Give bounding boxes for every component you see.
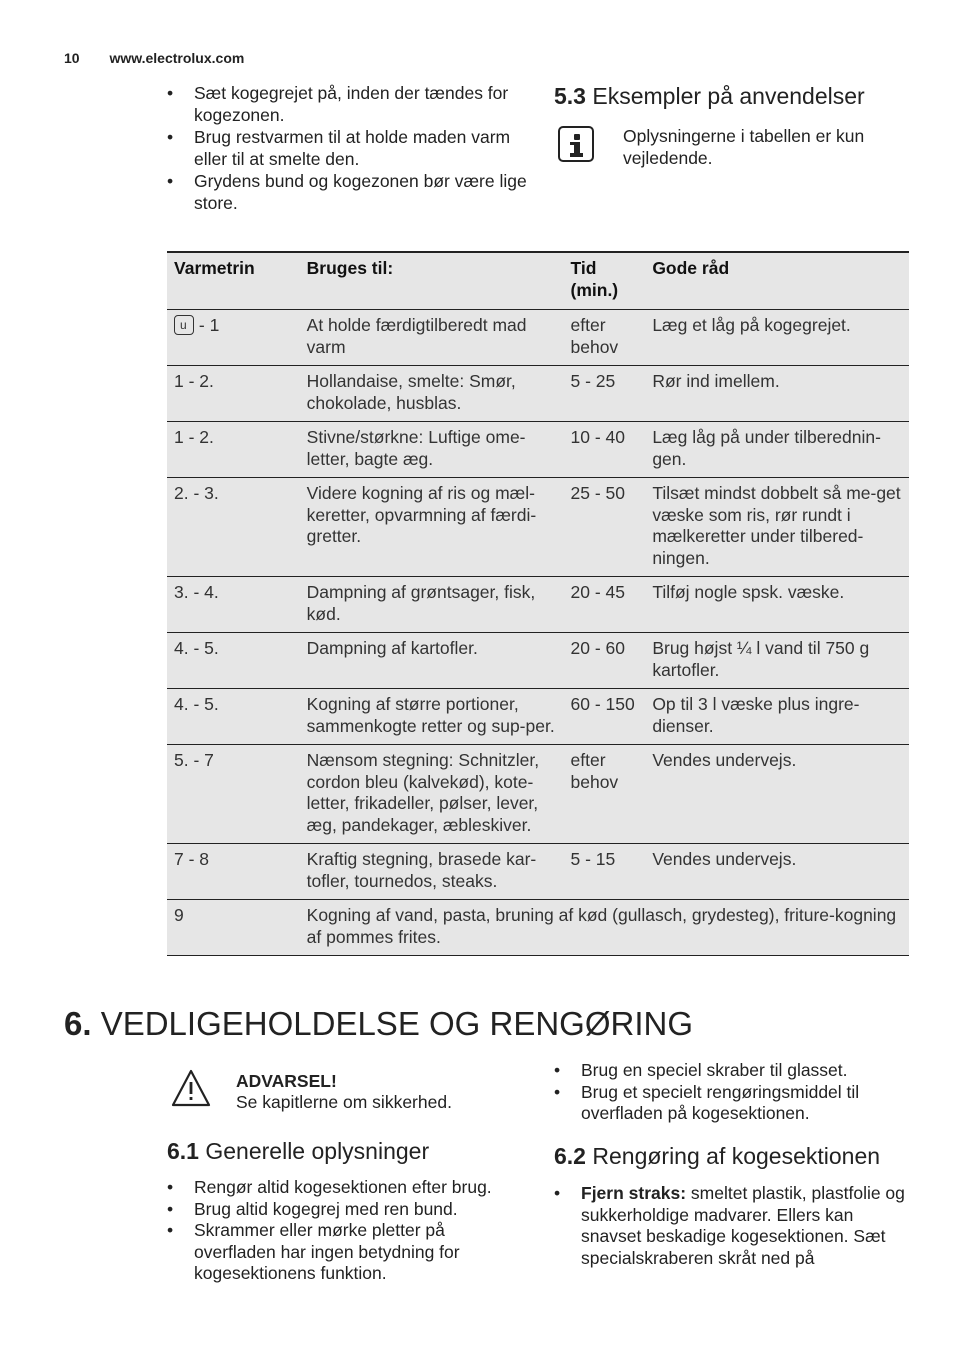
time-cell: 10 - 40 xyxy=(570,427,625,447)
section-6-1-heading xyxy=(167,1137,429,1165)
heat-settings-table xyxy=(167,251,909,956)
time-cell: 25 - 50 xyxy=(570,483,625,503)
heat-level-cell: 9 xyxy=(174,905,184,925)
time-cell: efter behov xyxy=(570,315,619,357)
table-row xyxy=(167,633,909,689)
general-info-list xyxy=(167,1177,527,1285)
heat-level-cell: 1 - 2. xyxy=(174,371,214,391)
use-cell: At holde færdigtilberedt mad varm xyxy=(306,315,527,357)
heat-level-cell: 2. - 3. xyxy=(174,483,219,503)
section-6-2-heading xyxy=(554,1142,880,1170)
table-row xyxy=(167,689,909,745)
time-cell: 5 - 25 xyxy=(570,371,616,391)
bullet-text: smeltet plastik, plastfolie og sukkerholdige madvarer. Ellers kan snavset beskadige kogesektionen. Sæt specialskraberen skråt ned på xyxy=(581,1183,905,1268)
use-cell: Kraftig stegning, brasede kar-tofler, tournedos, steaks. xyxy=(306,849,537,891)
warning-icon xyxy=(170,1068,212,1108)
section-title: Eksempler på anvendelser xyxy=(592,83,865,109)
list-item: • Rengør altid kogesektionen efter brug. xyxy=(167,1177,527,1199)
table-row xyxy=(167,844,909,900)
list-item: • Grydens bund og kogezonen bør være lige store. xyxy=(167,171,532,214)
use-cell: Kogning af større portioner, sammenkogte retter og sup-per. xyxy=(306,694,555,736)
info-note: Oplysningerne i tabellen er kun vejledende. xyxy=(623,126,865,168)
warning-title: ADVARSEL! xyxy=(236,1071,337,1091)
section-title: Generelle oplysninger xyxy=(205,1138,430,1164)
section-number: 5.3 xyxy=(554,83,586,109)
page-header xyxy=(64,50,244,66)
time-cell: 20 - 45 xyxy=(570,582,625,602)
column-header: Gode råd xyxy=(652,258,730,278)
use-cell: Videre kogning af ris og mæl-keretter, opvarmning af færdi-gretter. xyxy=(306,483,537,546)
tip-cell: Op til 3 l væske plus ingre-dienser. xyxy=(652,694,860,736)
table-row xyxy=(167,310,909,366)
use-cell: Dampning af kartofler. xyxy=(306,638,478,658)
list-item: • Sæt kogegrejet på, inden der tændes for kogezonen. xyxy=(167,83,532,126)
list-item: • Brug altid kogegrej med ren bund. xyxy=(167,1199,527,1221)
tip-cell: Tilføj nogle spsk. væske. xyxy=(652,582,845,602)
website-link[interactable]: www.electrolux.com xyxy=(109,50,245,66)
table-row xyxy=(167,900,909,956)
info-icon xyxy=(558,126,594,162)
use-cell: Nænsom stegning: Schnitzler, cordon bleu (kalvekød), kote-letter, frikadeller, pølser, lever, æg, pandekager, æbleskiver. xyxy=(306,750,540,835)
heat-level-cell: 5. - 7 xyxy=(174,750,214,770)
use-cell: Stivne/størkne: Luftige ome-letter, bagte æg. xyxy=(306,427,526,469)
column-header: Tid (min.) xyxy=(570,258,619,300)
use-cell: Hollandaise, smelte: Smør, chokolade, husblas. xyxy=(306,371,516,413)
table-row xyxy=(167,577,909,633)
tip-cell: Brug højst ¼ l vand til 750 g kartofler. xyxy=(652,638,870,680)
list-item: • Brug en speciel skraber til glasset. xyxy=(554,1060,909,1082)
table-row xyxy=(167,478,909,577)
table-header-row xyxy=(167,252,909,310)
table-row xyxy=(167,366,909,422)
intro-bullet-list xyxy=(167,83,532,215)
time-cell: 20 - 60 xyxy=(570,638,625,658)
cleaning-tools-list xyxy=(554,1060,909,1125)
keep-warm-icon xyxy=(174,315,194,335)
chapter-title: VEDLIGEHOLDELSE OG RENGØRING xyxy=(100,1005,694,1042)
tip-cell: Læg et låg på kogegrejet. xyxy=(652,315,851,335)
tip-cell: Tilsæt mindst dobbelt så me-get væske som ris, rør rundt i mælkeretter under tilbered-ningen. xyxy=(652,483,901,568)
section-title: Rengøring af kogesektionen xyxy=(592,1143,881,1169)
use-cell: Dampning af grøntsager, fisk, kød. xyxy=(306,582,536,624)
page-number: 10 xyxy=(64,50,80,66)
heat-level-cell: 4. - 5. xyxy=(174,638,219,658)
table-row xyxy=(167,745,909,844)
heat-level-cell: 4. - 5. xyxy=(174,694,219,714)
use-cell: Kogning af vand, pasta, bruning af kød (gullasch, grydesteg), friture-kogning af pommes frites. xyxy=(306,905,897,947)
heat-level-cell: 3. - 4. xyxy=(174,582,219,602)
tip-cell: Vendes undervejs. xyxy=(652,750,797,770)
column-header: Varmetrin xyxy=(174,258,255,278)
list-item: • Skrammer eller mørke pletter på overfladen har ingen betydning for kogesektionens funktion. xyxy=(167,1220,527,1285)
warning-text: Se kapitlerne om sikkerhed. xyxy=(236,1092,452,1112)
section-number: 6.2 xyxy=(554,1143,586,1169)
chapter-number: 6. xyxy=(64,1005,92,1042)
bullet-lead: Fjern straks: xyxy=(581,1183,687,1203)
tip-cell: Rør ind imellem. xyxy=(652,371,780,391)
column-header: Bruges til: xyxy=(306,258,394,278)
time-cell: efter behov xyxy=(570,750,619,792)
list-item: • Brug et specielt rengøringsmiddel til overfladen på kogesektionen. xyxy=(554,1082,909,1125)
heat-level: - 1 xyxy=(198,315,220,335)
section-5-3-heading xyxy=(554,82,865,110)
cleaning-instructions-list xyxy=(554,1183,909,1269)
tip-cell: Læg låg på under tilberednin-gen. xyxy=(652,427,881,469)
section-number: 6.1 xyxy=(167,1138,199,1164)
heat-level-cell: 7 - 8 xyxy=(174,849,210,869)
chapter-6-heading xyxy=(64,1004,693,1044)
time-cell: 60 - 150 xyxy=(570,694,635,714)
heat-level-cell xyxy=(167,310,300,366)
list-item xyxy=(554,1183,909,1269)
heat-level-cell: 1 - 2. xyxy=(174,427,214,447)
table-row xyxy=(167,422,909,478)
time-cell: 5 - 15 xyxy=(570,849,616,869)
tip-cell: Vendes undervejs. xyxy=(652,849,797,869)
list-item: • Brug restvarmen til at holde maden varm eller til at smelte den. xyxy=(167,127,532,170)
